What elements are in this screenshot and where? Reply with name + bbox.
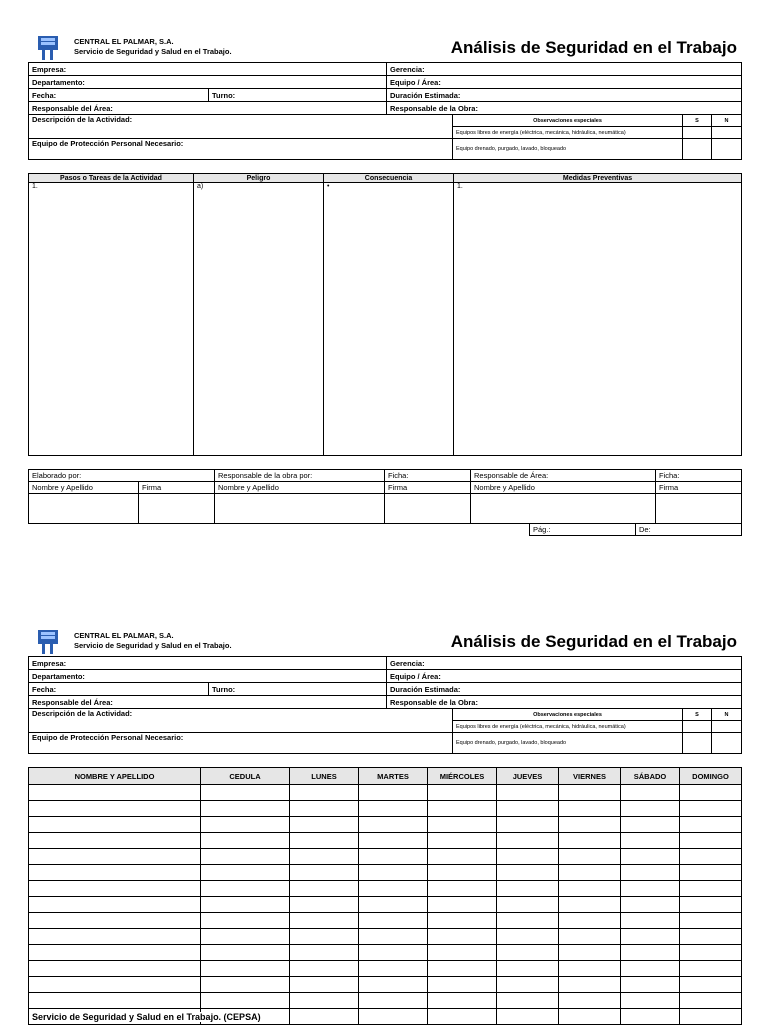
table-cell[interactable]: [359, 897, 428, 913]
col-sabado: SÁBADO: [621, 768, 680, 785]
col-miercoles: MIÉRCOLES: [428, 768, 497, 785]
table-cell[interactable]: [29, 897, 201, 913]
table-cell[interactable]: [621, 977, 680, 993]
ficha-label-2: Ficha:: [656, 470, 742, 482]
table-cell[interactable]: [680, 865, 742, 881]
page-title: Análisis de Seguridad en el Trabajo: [450, 38, 737, 57]
table-cell[interactable]: [621, 961, 680, 977]
firma-label-1: Firma: [139, 482, 215, 494]
table-cell[interactable]: [680, 977, 742, 993]
col-nombre: NOMBRE Y APELLIDO: [29, 768, 201, 785]
table-cell[interactable]: [621, 785, 680, 801]
obs-item-1-p2: Equipos libres de energía (eléctrica, mecánica, hidráulica, neumática): [453, 721, 683, 733]
obs-check-s2-p2[interactable]: [683, 733, 712, 754]
table-cell[interactable]: [359, 929, 428, 945]
table-row: [29, 945, 742, 961]
table-cell[interactable]: [559, 897, 621, 913]
table-cell[interactable]: [290, 961, 359, 977]
tasks-col-hazard: Peligro: [194, 174, 324, 183]
company-logo: [38, 36, 58, 60]
nombre-label-1: Nombre y Apellido: [29, 482, 139, 494]
table-cell[interactable]: [428, 817, 497, 833]
duracion-label-2: Duración Estimada:: [387, 683, 742, 696]
obs-check-n[interactable]: [712, 127, 742, 139]
table-cell[interactable]: [201, 817, 290, 833]
table-cell[interactable]: [428, 993, 497, 1009]
table-cell[interactable]: [680, 961, 742, 977]
table-cell[interactable]: [680, 913, 742, 929]
table-cell[interactable]: [290, 913, 359, 929]
table-cell[interactable]: [201, 785, 290, 801]
fecha-label-2: Fecha:: [29, 683, 209, 696]
table-row: [29, 865, 742, 881]
obs-check-s-2[interactable]: [683, 139, 712, 160]
table-cell[interactable]: [428, 801, 497, 817]
table-row: [29, 929, 742, 945]
table-cell[interactable]: [497, 897, 559, 913]
signatures-table: [28, 469, 742, 524]
company-logo: [38, 630, 58, 654]
page-number-table: [529, 524, 742, 536]
col-viernes: VIERNES: [559, 768, 621, 785]
table-cell[interactable]: [290, 865, 359, 881]
form-page-1: [28, 36, 741, 536]
table-cell[interactable]: [359, 993, 428, 1009]
table-cell[interactable]: [29, 849, 201, 865]
obs-check-n-2[interactable]: [712, 139, 742, 160]
table-row: [29, 833, 742, 849]
table-cell[interactable]: [359, 945, 428, 961]
signature-box-4[interactable]: [385, 494, 471, 524]
table-cell[interactable]: [29, 929, 201, 945]
gerencia-label: Gerencia:: [387, 63, 742, 76]
fecha-label: Fecha:: [29, 89, 209, 102]
table-cell[interactable]: [559, 785, 621, 801]
epp-label-2: Equipo de Protección Personal Necesario:: [29, 733, 453, 754]
obs-n-2: N: [712, 709, 742, 721]
signature-box-1[interactable]: [29, 494, 139, 524]
responsable-area-label-2: Responsable del Área:: [29, 696, 387, 709]
obs-check-s[interactable]: [683, 127, 712, 139]
obs-n: N: [712, 115, 742, 127]
table-cell[interactable]: [621, 881, 680, 897]
departamento-label: Departamento:: [29, 76, 387, 89]
table-cell[interactable]: [428, 945, 497, 961]
table-row: [29, 785, 742, 801]
table-cell[interactable]: [680, 817, 742, 833]
table-cell[interactable]: [359, 977, 428, 993]
table-cell[interactable]: [29, 913, 201, 929]
info-table: [28, 62, 742, 160]
service-name: Servicio de Seguridad y Salud en el Trabajo.: [74, 47, 232, 56]
turno-label: Turno:: [209, 89, 387, 102]
resp-obra-por-label: Responsable de la obra por:: [215, 470, 385, 482]
obs-s-2: S: [683, 709, 712, 721]
table-cell[interactable]: [428, 913, 497, 929]
table-cell[interactable]: [201, 929, 290, 945]
table-cell[interactable]: [680, 849, 742, 865]
table-cell[interactable]: [428, 1009, 497, 1025]
empresa-label-2: Empresa:: [29, 657, 387, 670]
table-cell[interactable]: [290, 897, 359, 913]
table-cell[interactable]: [428, 865, 497, 881]
table-cell[interactable]: [621, 913, 680, 929]
table-cell[interactable]: [497, 945, 559, 961]
table-cell[interactable]: [428, 833, 497, 849]
table-cell[interactable]: [359, 1009, 428, 1025]
obs-check-n2-p2[interactable]: [712, 733, 742, 754]
nombre-label-2: Nombre y Apellido: [215, 482, 385, 494]
table-cell[interactable]: [201, 881, 290, 897]
table-cell[interactable]: [559, 881, 621, 897]
page-title-2: Análisis de Seguridad en el Trabajo: [450, 632, 737, 651]
attendance-header-row: [29, 768, 742, 785]
table-cell[interactable]: [290, 1009, 359, 1025]
table-cell[interactable]: [359, 913, 428, 929]
table-cell[interactable]: [290, 945, 359, 961]
table-cell[interactable]: [559, 945, 621, 961]
table-cell[interactable]: [497, 865, 559, 881]
pag-label: Pág.:: [530, 524, 636, 536]
col-jueves: JUEVES: [497, 768, 559, 785]
table-cell[interactable]: [290, 993, 359, 1009]
empresa-label: Empresa:: [29, 63, 387, 76]
table-cell[interactable]: [359, 833, 428, 849]
table-cell[interactable]: [29, 945, 201, 961]
duracion-label: Duración Estimada:: [387, 89, 742, 102]
table-cell[interactable]: [621, 897, 680, 913]
obs-item-2-p2: Equipo drenado, purgado, lavado, bloqueado: [453, 733, 683, 754]
obs-title: Observaciones especiales: [453, 115, 683, 127]
attendance-table: [28, 767, 742, 1025]
table-cell[interactable]: [680, 881, 742, 897]
table-cell[interactable]: [290, 785, 359, 801]
table-cell[interactable]: [621, 865, 680, 881]
table-cell[interactable]: [497, 961, 559, 977]
table-row: [29, 817, 742, 833]
col-lunes: LUNES: [290, 768, 359, 785]
table-cell[interactable]: [680, 801, 742, 817]
epp-label: Equipo de Protección Personal Necesario:: [29, 139, 453, 160]
table-cell[interactable]: [621, 945, 680, 961]
table-cell[interactable]: [559, 961, 621, 977]
company-name-2: CENTRAL EL PALMAR, S.A.: [74, 631, 174, 640]
table-cell[interactable]: [559, 849, 621, 865]
obs-item-1: Equipos libres de energía (eléctrica, mecánica, hidráulica, neumática): [453, 127, 683, 139]
table-cell[interactable]: [680, 993, 742, 1009]
table-row: [29, 977, 742, 993]
col-domingo: DOMINGO: [680, 768, 742, 785]
table-cell[interactable]: [29, 961, 201, 977]
table-cell[interactable]: [29, 993, 201, 1009]
table-cell[interactable]: [497, 1009, 559, 1025]
table-cell[interactable]: [201, 977, 290, 993]
table-cell[interactable]: [559, 833, 621, 849]
table-cell[interactable]: [201, 865, 290, 881]
table-cell[interactable]: [201, 945, 290, 961]
table-cell[interactable]: [29, 977, 201, 993]
service-name-2: Servicio de Seguridad y Salud en el Trabajo.: [74, 641, 232, 650]
tasks-cell-measures[interactable]: 1.: [454, 183, 742, 456]
table-cell[interactable]: [497, 913, 559, 929]
table-cell[interactable]: [290, 817, 359, 833]
table-cell[interactable]: [428, 929, 497, 945]
firma-label-3: Firma: [656, 482, 742, 494]
table-cell[interactable]: [559, 913, 621, 929]
signature-box-3[interactable]: [215, 494, 385, 524]
nombre-label-3: Nombre y Apellido: [471, 482, 656, 494]
table-cell[interactable]: [201, 801, 290, 817]
resp-area-label: Responsable de Área:: [471, 470, 656, 482]
table-cell[interactable]: [428, 849, 497, 865]
info-table-2: [28, 656, 742, 754]
tasks-table: [28, 173, 742, 456]
table-row: [29, 881, 742, 897]
tasks-col-measures: Medidas Preventivas: [454, 174, 742, 183]
gerencia-label-2: Gerencia:: [387, 657, 742, 670]
table-cell[interactable]: [290, 833, 359, 849]
table-cell[interactable]: [201, 833, 290, 849]
firma-label-2: Firma: [385, 482, 471, 494]
table-cell[interactable]: [497, 929, 559, 945]
table-cell[interactable]: [29, 801, 201, 817]
de-label: De:: [636, 524, 742, 536]
table-cell[interactable]: [621, 849, 680, 865]
obs-check-s-p2[interactable]: [683, 721, 712, 733]
table-cell[interactable]: [29, 817, 201, 833]
table-cell[interactable]: [290, 881, 359, 897]
table-cell[interactable]: [680, 785, 742, 801]
tasks-col-steps: Pasos o Tareas de la Actividad: [29, 174, 194, 183]
table-row: [29, 961, 742, 977]
table-cell[interactable]: [559, 817, 621, 833]
company-block-2: [74, 631, 232, 651]
table-cell[interactable]: [201, 913, 290, 929]
table-cell[interactable]: [497, 993, 559, 1009]
table-cell[interactable]: [359, 785, 428, 801]
obs-title-2: Observaciones especiales: [453, 709, 683, 721]
table-row: [29, 849, 742, 865]
table-cell[interactable]: [497, 833, 559, 849]
table-cell[interactable]: [428, 881, 497, 897]
responsable-obra-label: Responsable de la Obra:: [387, 102, 742, 115]
table-cell[interactable]: [497, 801, 559, 817]
table-cell[interactable]: [559, 993, 621, 1009]
table-cell[interactable]: [201, 849, 290, 865]
table-cell[interactable]: [621, 929, 680, 945]
turno-label-2: Turno:: [209, 683, 387, 696]
table-cell[interactable]: [497, 817, 559, 833]
attendance-body: [29, 785, 742, 1025]
table-cell[interactable]: [428, 785, 497, 801]
table-cell[interactable]: [497, 977, 559, 993]
table-cell[interactable]: [680, 1009, 742, 1025]
col-martes: MARTES: [359, 768, 428, 785]
table-cell[interactable]: [359, 801, 428, 817]
table-cell[interactable]: [621, 1009, 680, 1025]
company-name: CENTRAL EL PALMAR, S.A.: [74, 37, 174, 46]
descripcion-label: Descripción de la Actividad:: [29, 115, 453, 139]
table-cell[interactable]: [680, 833, 742, 849]
table-row: [29, 913, 742, 929]
table-cell[interactable]: [621, 833, 680, 849]
table-cell[interactable]: [29, 785, 201, 801]
tasks-cell-steps[interactable]: 1.: [29, 183, 194, 456]
obs-check-n-p2[interactable]: [712, 721, 742, 733]
table-cell[interactable]: [290, 849, 359, 865]
form-header-2: [28, 630, 741, 656]
table-cell[interactable]: [359, 865, 428, 881]
table-cell[interactable]: [359, 849, 428, 865]
table-cell[interactable]: [680, 929, 742, 945]
table-cell[interactable]: [497, 881, 559, 897]
table-cell[interactable]: [359, 961, 428, 977]
signature-box-5[interactable]: [471, 494, 656, 524]
table-cell[interactable]: [680, 897, 742, 913]
tasks-cell-hazard[interactable]: a): [194, 183, 324, 456]
table-cell[interactable]: [201, 897, 290, 913]
company-block: [74, 37, 232, 57]
table-cell[interactable]: [497, 785, 559, 801]
descripcion-label-2: Descripción de la Actividad:: [29, 709, 453, 733]
col-cedula: CEDULA: [201, 768, 290, 785]
equipo-area-label: Equipo / Área:: [387, 76, 742, 89]
table-cell[interactable]: [680, 945, 742, 961]
tasks-col-consequence: Consecuencia: [324, 174, 454, 183]
form-header: [28, 36, 741, 62]
table-cell[interactable]: [559, 865, 621, 881]
table-cell[interactable]: [559, 1009, 621, 1025]
table-cell[interactable]: [428, 977, 497, 993]
form-page-2: [28, 630, 741, 1025]
signature-box-6[interactable]: [656, 494, 742, 524]
table-cell[interactable]: [559, 929, 621, 945]
ficha-label-1: Ficha:: [385, 470, 471, 482]
obs-item-2: Equipo drenado, purgado, lavado, bloqueado: [453, 139, 683, 160]
table-cell[interactable]: [497, 849, 559, 865]
tasks-cell-consequence[interactable]: •: [324, 183, 454, 456]
table-cell[interactable]: [201, 993, 290, 1009]
table-cell[interactable]: [29, 881, 201, 897]
table-cell[interactable]: [290, 977, 359, 993]
signature-box-2[interactable]: [139, 494, 215, 524]
table-cell[interactable]: [29, 833, 201, 849]
table-cell[interactable]: [559, 801, 621, 817]
table-cell[interactable]: [359, 881, 428, 897]
table-cell[interactable]: [201, 961, 290, 977]
table-cell[interactable]: [621, 817, 680, 833]
responsable-area-label: Responsable del Área:: [29, 102, 387, 115]
obs-s: S: [683, 115, 712, 127]
table-cell[interactable]: [559, 977, 621, 993]
footer-service: Servicio de Seguridad y Salud en el Trabajo. (CEPSA): [32, 1012, 264, 1022]
table-cell[interactable]: [428, 961, 497, 977]
responsable-obra-label-2: Responsable de la Obra:: [387, 696, 742, 709]
table-cell[interactable]: [29, 865, 201, 881]
table-cell[interactable]: [359, 817, 428, 833]
table-row: [29, 801, 742, 817]
table-cell[interactable]: [428, 897, 497, 913]
table-row: [29, 993, 742, 1009]
table-cell[interactable]: [290, 801, 359, 817]
table-cell[interactable]: [290, 929, 359, 945]
table-row: [29, 897, 742, 913]
table-cell[interactable]: [621, 993, 680, 1009]
table-cell[interactable]: [621, 801, 680, 817]
equipo-area-label-2: Equipo / Área:: [387, 670, 742, 683]
departamento-label-2: Departamento:: [29, 670, 387, 683]
elaborado-label: Elaborado por:: [29, 470, 215, 482]
